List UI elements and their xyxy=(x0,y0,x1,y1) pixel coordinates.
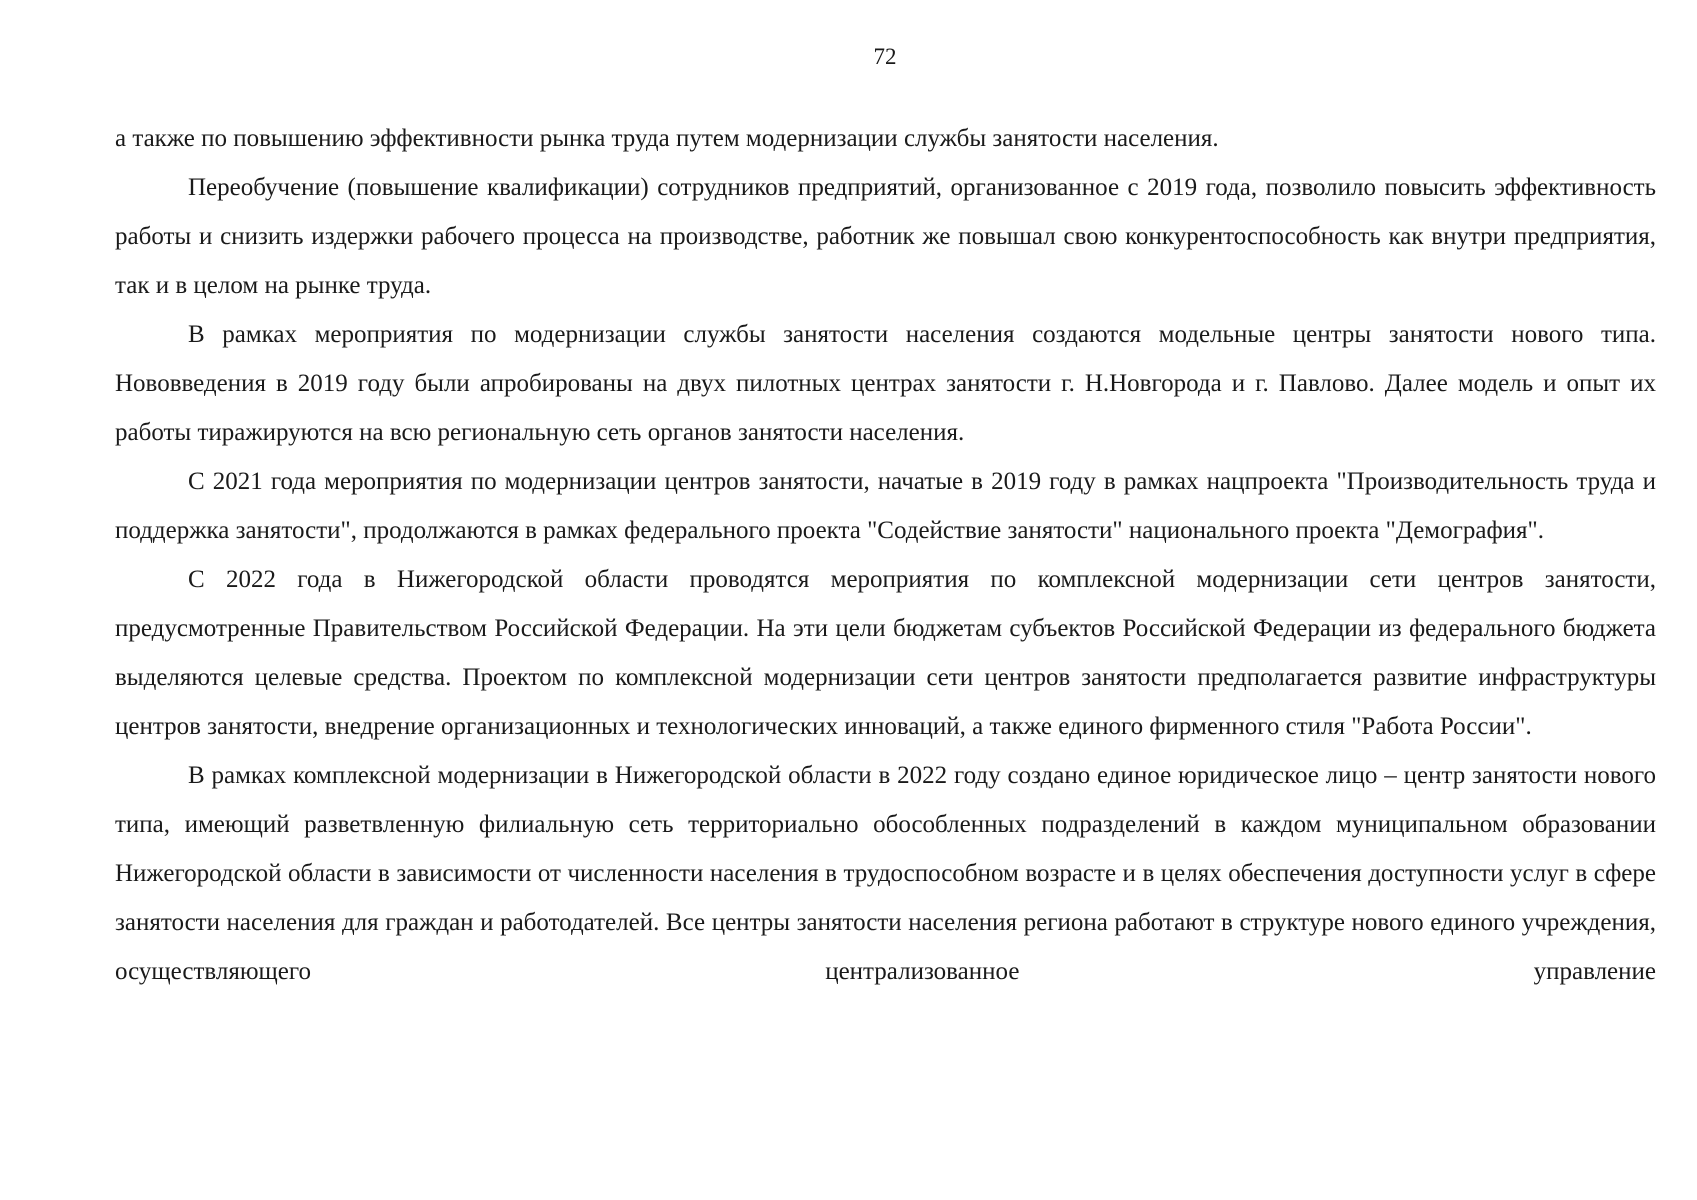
paragraph-continuation: а также по повышению эффективности рынка труда путем модернизации службы занятости населения. xyxy=(115,125,1219,152)
document-body xyxy=(115,114,1656,996)
page-number: 72 xyxy=(873,44,897,69)
paragraph-2022-modernization: С 2022 года в Нижегородской области проводятся мероприятия по комплексной модернизации сети центров занятости, предусмотренные Правительством Российской Федерации. На эти цели бюджетам субъектов Российской Федерации из федерального бюджета выделяются целевые средства. Проектом по комплексной модернизации сети центров занятости предполагается развитие инфраструктуры центров занятости, внедрение организационных и технологических инноваций, а также единого фирменного стиля "Работа России". xyxy=(115,566,1656,740)
paragraph-2021-measures: С 2021 года мероприятия по модернизации центров занятости, начатые в 2019 году в рамках нацпроекта "Производительность труда и поддержка занятости", продолжаются в рамках федерального проекта "Содействие занятости" национального проекта "Демография". xyxy=(115,468,1656,544)
paragraph-single-legal-entity: В рамках комплексной модернизации в Нижегородской области в 2022 году создано единое юридическое лицо – центр занятости нового типа, имеющий разветвленную филиальную сеть территориально обособленных подразделений в каждом муниципальном образовании Нижегородской области в зависимости от численности населения в трудоспособном возрасте и в целях обеспечения доступности услуг в сфере занятости населения для граждан и работодателей. Все центры занятости населения региона работают в структуре нового единого учреждения, осуществляющего централизованное управление xyxy=(115,762,1656,985)
paragraph-model-centers: В рамках мероприятия по модернизации службы занятости населения создаются модельные центры занятости нового типа. Нововведения в 2019 году были апробированы на двух пилотных центрах занятости г. Н.Новгорода и г. Павлово. Далее модель и опыт их работы тиражируются на всю региональную сеть органов занятости населения. xyxy=(115,321,1656,446)
paragraph-retraining: Переобучение (повышение квалификации) сотрудников предприятий, организованное с 2019 года, позволило повысить эффективность работы и снизить издержки рабочего процесса на производстве, работник же повышал свою конкурентоспособность как внутри предприятия, так и в целом на рынке труда. xyxy=(115,174,1656,299)
